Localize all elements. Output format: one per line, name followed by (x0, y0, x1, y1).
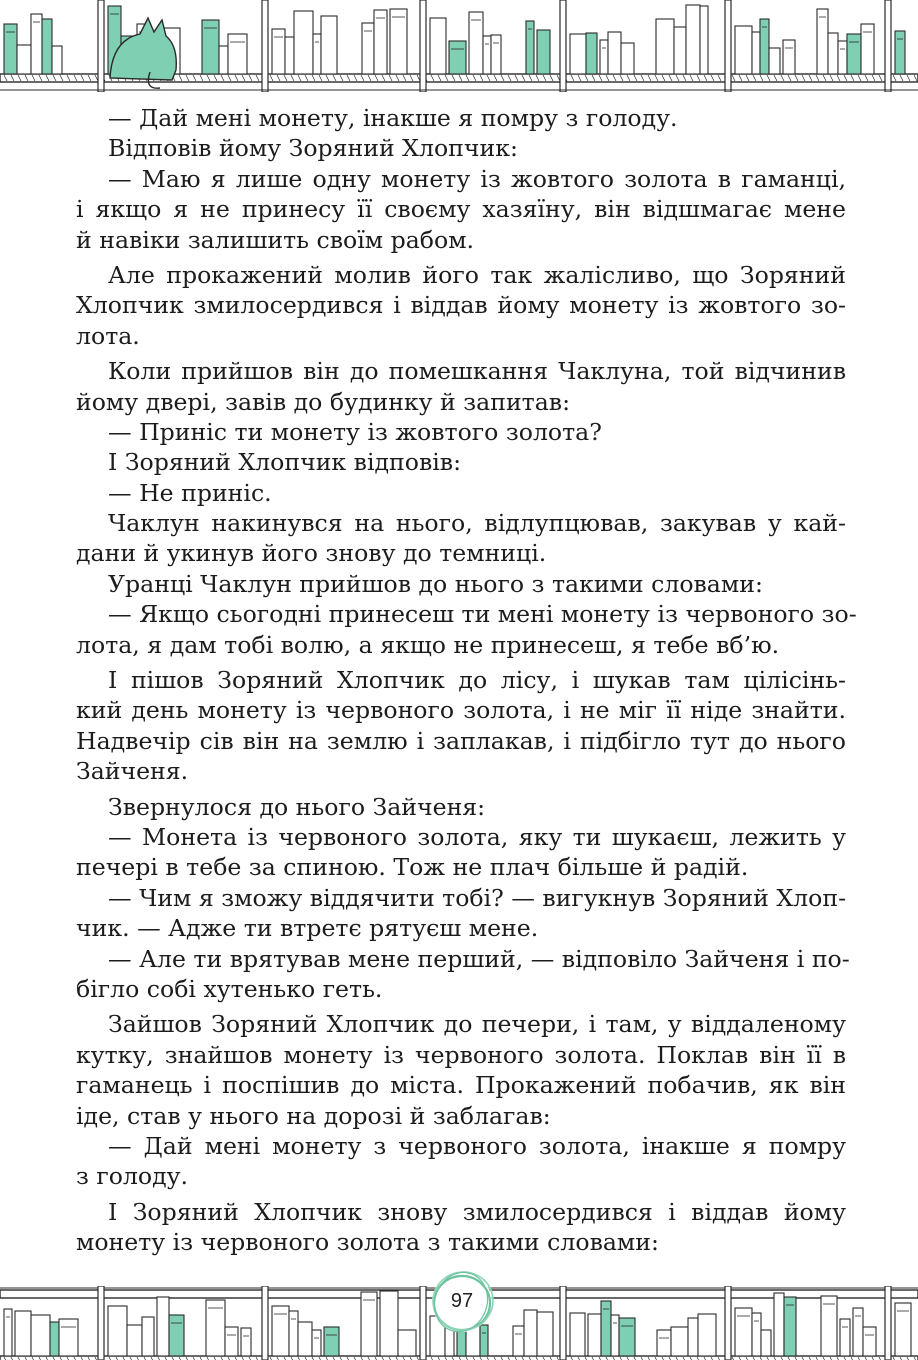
text-line: кутку, знайшов монету із червоного золота. Поклав він її в (76, 1040, 846, 1069)
page-number: 97 (450, 1290, 474, 1312)
text-line: — Якщо сьогодні принесеш ти мені монету із червоного зо- (108, 600, 857, 629)
text-line: — Приніс ти монету із жовтого золота? (108, 417, 602, 446)
text-line: чик. — Адже ти втретє рятуєш мене. (76, 914, 539, 943)
text-line: — Чим я зможу віддячити тобі? — вигукнув Зоряний Хлоп- (108, 883, 847, 912)
text-line: Уранці Чаклун прийшов до нього з такими словами: (108, 569, 763, 598)
text-line: І Зоряний Хлопчик відповів: (108, 448, 462, 477)
text-line: лота, я дам тобі волю, а якщо не принесеш, я тебе вб’ю. (76, 630, 780, 659)
bookshelf-illustration-icon (0, 0, 918, 92)
text-line: дани й укинув його знову до темниці. (76, 539, 547, 568)
text-line: Звернулося до нього Зайченя: (108, 792, 486, 821)
text-line: кий день монету із червоного золота, і не міг її ніде знайти. (76, 696, 846, 725)
text-line: бігло собі хутенько геть. (76, 974, 383, 1003)
page-number-badge (428, 1268, 496, 1336)
top-bookshelf-border (0, 0, 918, 92)
text-line: і якщо я не принесу її своєму хазяїну, він відшмагає мене (76, 195, 846, 224)
text-line: — Монета із червоного золота, яку ти шукаєш, лежить у (108, 822, 846, 851)
text-line: І пішов Зоряний Хлопчик до лісу, і шукав там цілісінь- (108, 666, 846, 695)
text-line: Відповів йому Зоряний Хлопчик: (108, 134, 518, 163)
text-line: й навіки залишить своїм рабом. (76, 225, 475, 254)
text-line: Надвечір сів він на землю і заплакав, і підбігло тут до нього (76, 726, 846, 755)
text-line: І Зоряний Хлопчик знову змилосердився і віддав йому (108, 1197, 846, 1226)
text-line: іде, став у нього на дорозі й заблагав: (76, 1101, 551, 1130)
text-line: лота. (76, 321, 140, 350)
text-line: Чаклун накинувся на нього, відлупцював, закував у кай- (108, 509, 846, 538)
text-line: Зайшов Зоряний Хлопчик до печери, і там, у віддаленому (108, 1010, 846, 1039)
text-line: — Але ти врятував мене перший, — відповіло Зайченя і по- (108, 944, 850, 973)
text-line: Зайченя. (76, 757, 189, 786)
text-line: печері в тебе за спиною. Тож не плач більше й радій. (76, 853, 749, 882)
text-line: гаманець і поспішив до міста. Прокажений побачив, як він (76, 1071, 846, 1100)
story-text (76, 103, 857, 1257)
text-line: Але прокажений молив його так жалісливо, що Зоряний (108, 260, 846, 289)
text-line: Коли прийшов він до помешкання Чаклуна, той відчинив (108, 357, 846, 386)
text-line: — Дай мені монету, інакше я помру з голоду. (108, 104, 678, 132)
text-line: — Маю я лише одну монету із жовтого золота в гаманці, (108, 164, 846, 193)
text-line: з голоду. (76, 1162, 189, 1191)
text-line: йому двері, завів до будинку й запитав: (76, 387, 571, 416)
text-line: — Не приніс. (108, 478, 272, 507)
text-line: Хлопчик змилосердився і віддав йому монету із жовтого зо- (76, 291, 846, 320)
text-line: — Дай мені монету з червоного золота, інакше я помру (108, 1131, 846, 1160)
text-line: монету із червоного золота з такими словами: (76, 1228, 659, 1257)
